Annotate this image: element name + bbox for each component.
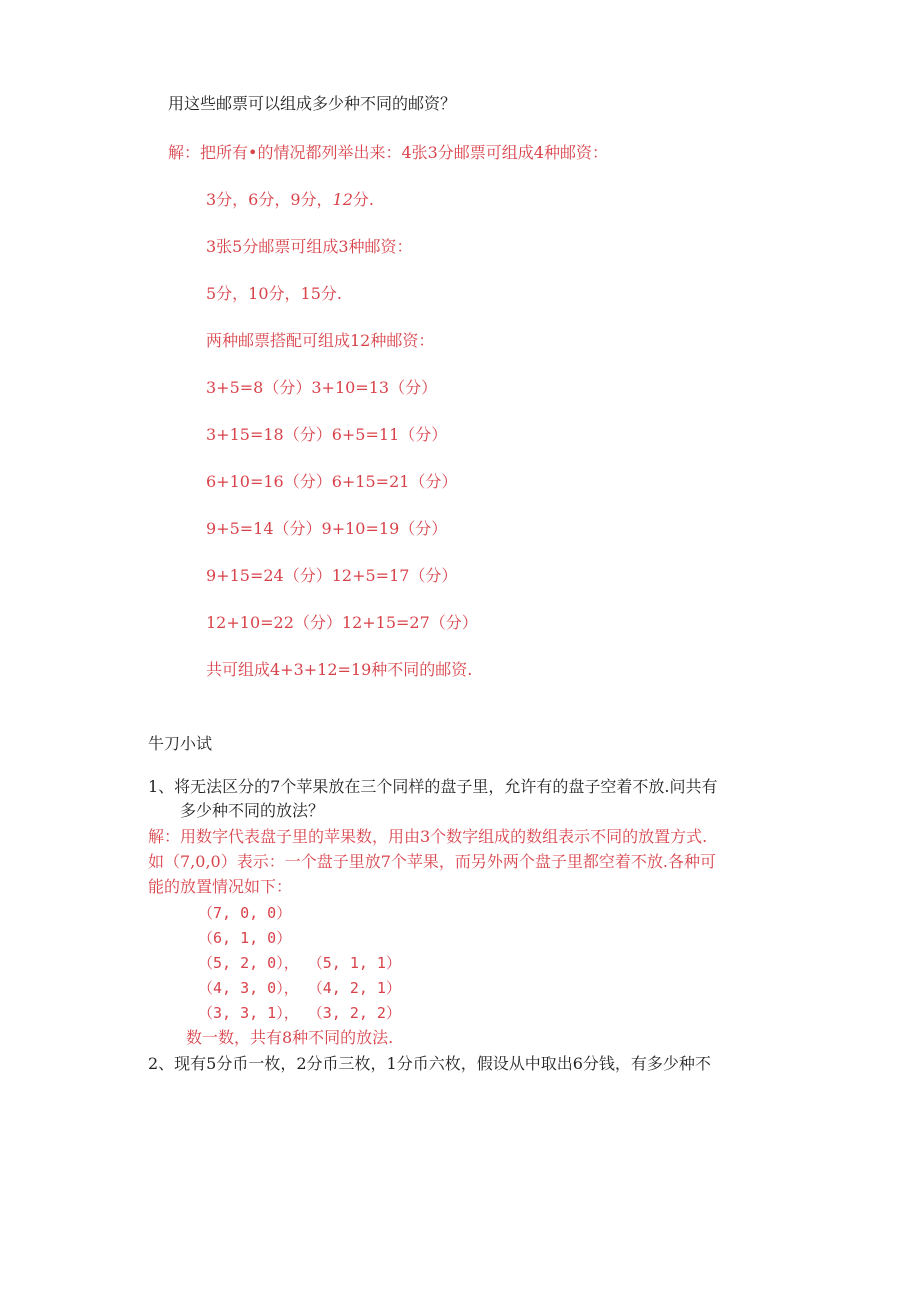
- list-3fen-part-a: 3分，6分，9分，: [206, 190, 333, 209]
- combo-line: 12+10=22（分）12+15=27（分）: [206, 613, 478, 632]
- question-2-line-1: 2、现有5分币一枚，2分币三枚，1分币六枚，假设从中取出6分钱，有多少种不: [148, 1054, 711, 1073]
- answer-1-line-2: 如（7,0,0）表示：一个盘子里放7个苹果，而另外两个盘子里都空着不放.各种可: [148, 852, 716, 871]
- placement-row: （7, 0, 0）: [198, 904, 292, 922]
- combo-line: 3+5=8（分）3+10=13（分）: [206, 378, 438, 397]
- placement-row: （4, 3, 0）， （4, 2, 1）: [198, 979, 401, 997]
- answer-1-conclusion: 数一数，共有8种不同的放法.: [186, 1028, 394, 1047]
- question-1-line-2: 多少种不同的放法？: [180, 801, 325, 820]
- answer-1-line-3: 能的放置情况如下：: [148, 877, 293, 896]
- placement-row: （5, 2, 0）， （5, 1, 1）: [198, 954, 401, 972]
- combo-line: 3+15=18（分）6+5=11（分）: [206, 425, 448, 444]
- question-1-line-1: 1、将无法区分的7个苹果放在三个同样的盘子里，允许有的盘子空着不放.问共有: [148, 777, 718, 796]
- solution-intro: 解：把所有•的情况都列举出来：4张3分邮票可组成4种邮资：: [168, 143, 608, 162]
- placement-row: （6, 1, 0）: [198, 929, 292, 947]
- combo-line: 6+10=16（分）6+15=21（分）: [206, 472, 458, 491]
- heading-5fen: 3张5分邮票可组成3种邮资：: [206, 237, 413, 256]
- list-5fen: 5分，10分，15分.: [206, 284, 342, 303]
- heading-combo: 两种邮票搭配可组成12种邮资：: [206, 331, 435, 350]
- conclusion-text: 共可组成4+3+12=19种不同的邮资.: [206, 660, 473, 679]
- section-title: 牛刀小试: [148, 734, 213, 753]
- combo-line: 9+5=14（分）9+10=19（分）: [206, 519, 448, 538]
- answer-1-line-1: 解：用数字代表盘子里的苹果数，用由3个数字组成的数组表示不同的放置方式.: [148, 827, 708, 846]
- question-text: 用这些邮票可以组成多少种不同的邮资？: [168, 94, 457, 113]
- list-3fen: [206, 190, 374, 210]
- list-3fen-part-b: 12: [332, 190, 353, 209]
- combo-line: 9+15=24（分）12+5=17（分）: [206, 566, 458, 585]
- list-3fen-part-c: 分.: [352, 190, 374, 209]
- placement-row: （3, 3, 1）， （3, 2, 2）: [198, 1004, 401, 1022]
